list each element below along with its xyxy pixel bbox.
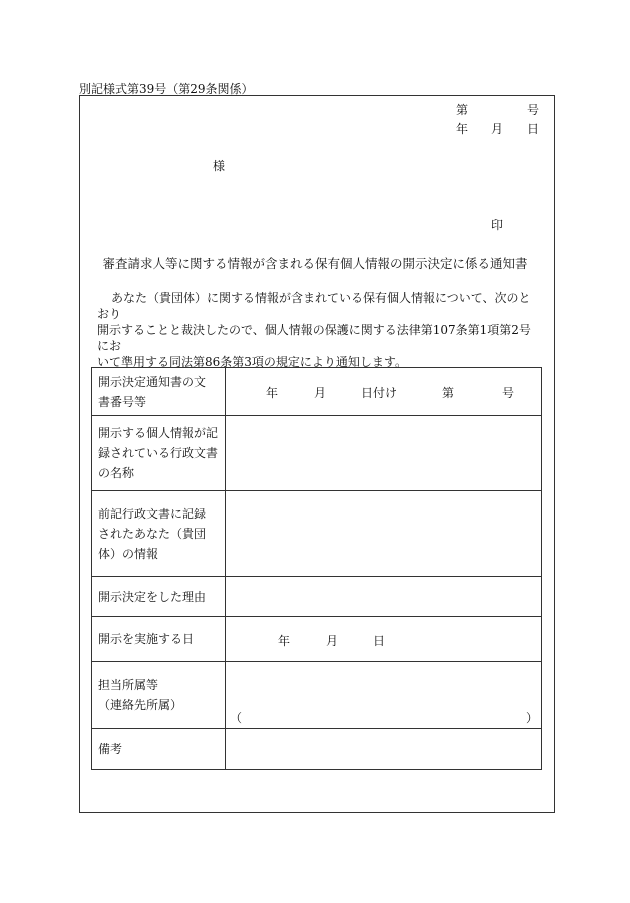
label-recorded-info xyxy=(92,491,226,577)
date-day: 日 xyxy=(527,122,540,136)
label-line: 書番号等 xyxy=(98,394,147,409)
disclosure-year: 年 xyxy=(278,634,291,648)
label-disclosure-date xyxy=(92,617,226,662)
value-remarks[interactable] xyxy=(226,729,542,770)
label-line: 開示決定をした理由 xyxy=(98,589,207,604)
label-document-name xyxy=(92,416,226,491)
table-row-disclosure-date xyxy=(92,617,542,662)
doc-month: 月 xyxy=(314,386,327,400)
label-document-number xyxy=(92,368,226,416)
seal-mark: 印 xyxy=(491,218,504,232)
label-line: の名称 xyxy=(98,466,135,480)
label-line: されたあなた（貴団 xyxy=(98,526,207,541)
doc-year: 年 xyxy=(266,386,279,400)
disclosure-day: 日 xyxy=(373,634,386,648)
value-reason[interactable] xyxy=(226,577,542,617)
value-disclosure-date[interactable] xyxy=(226,617,542,662)
date-year: 年 xyxy=(456,122,469,136)
label-line: 体）の情報 xyxy=(98,546,159,561)
doc-dated: 日付け xyxy=(361,386,398,400)
label-line: 担当所属等 xyxy=(98,678,159,692)
table-row-department xyxy=(92,662,542,729)
addressee-suffix: 様 xyxy=(213,159,226,173)
doc-no-prefix: 第 xyxy=(442,386,455,400)
label-remarks xyxy=(92,729,226,770)
label-reason xyxy=(92,577,226,617)
value-document-name[interactable] xyxy=(226,416,542,491)
table-row-reason xyxy=(92,577,542,617)
notice-body xyxy=(97,290,537,370)
date-month: 月 xyxy=(491,122,504,136)
value-recorded-info[interactable] xyxy=(226,491,542,577)
label-line: 開示を実施する日 xyxy=(98,632,195,646)
table-row-recorded-info xyxy=(92,491,542,577)
notice-title: 審査請求人等に関する情報が含まれる保有個人情報の開示決定に係る通知書 xyxy=(102,256,528,271)
form-caption: 別記様式第39号（第29条関係） xyxy=(79,82,254,96)
value-department[interactable] xyxy=(226,662,542,729)
body-line-1: あなた（貴団体）に関する情報が含まれている保有個人情報について、次のとおり xyxy=(97,291,531,321)
table-row-remarks xyxy=(92,729,542,770)
contact-close-paren: ） xyxy=(526,711,539,725)
label-line: （連絡先所属） xyxy=(98,698,183,712)
number-suffix: 号 xyxy=(527,103,540,117)
label-line: 録されている行政文書 xyxy=(98,446,219,460)
label-line: 備考 xyxy=(98,742,123,756)
table-row-document-number xyxy=(92,368,542,416)
value-document-number[interactable] xyxy=(226,368,542,416)
label-department xyxy=(92,662,226,729)
body-line-2: 開示することと裁決したので、個人情報の保護に関する法律第107条第1項第2号にお xyxy=(97,323,531,353)
body-line-3: いて準用する同法第86条第3項の規定により通知します。 xyxy=(97,355,407,369)
label-line: 前記行政文書に記録 xyxy=(98,506,207,521)
label-line: 開示する個人情報が記 xyxy=(98,426,219,440)
doc-no-suffix: 号 xyxy=(502,386,515,400)
label-line: 開示決定通知書の文 xyxy=(98,374,207,389)
table-row-document-name xyxy=(92,416,542,491)
contact-open-paren: （ xyxy=(230,711,243,725)
notice-details-table xyxy=(91,367,542,770)
disclosure-month: 月 xyxy=(326,634,339,648)
number-prefix: 第 xyxy=(456,103,469,117)
